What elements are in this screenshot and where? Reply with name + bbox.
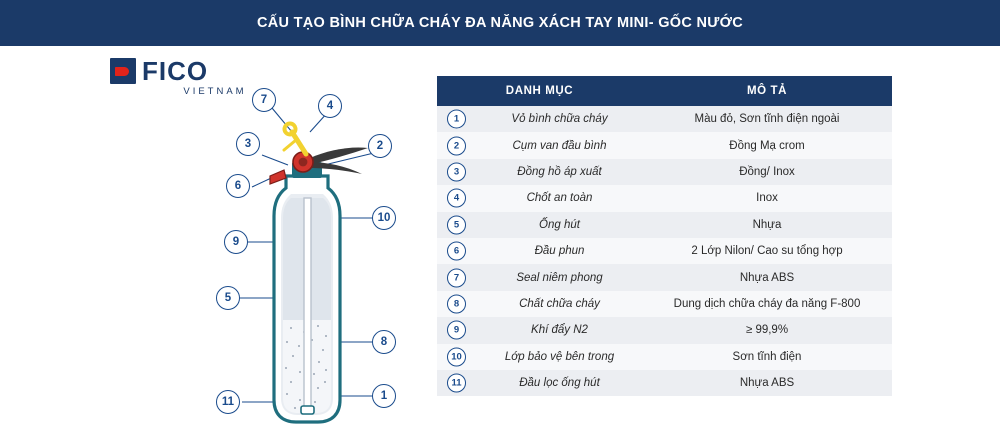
desc-cell: Đồng Mạ crom (642, 132, 892, 158)
item-cell (437, 212, 642, 238)
gauge-dial (299, 158, 308, 167)
item-label: Ống hút (539, 218, 580, 231)
desc-cell: ≥ 99,9% (642, 317, 892, 343)
item-cell (437, 185, 642, 211)
row-number-badge: 2 (447, 136, 466, 155)
table-row (437, 159, 892, 185)
row-number-badge: 10 (447, 347, 466, 366)
header-bar (0, 0, 1000, 46)
callout-6[interactable]: 6 (226, 174, 250, 198)
tamper-seal (284, 140, 296, 150)
item-label: Cụm van đầu bình (512, 139, 607, 152)
callout-8[interactable]: 8 (372, 330, 396, 354)
logo-name: FICO (142, 56, 209, 86)
callout-4[interactable]: 4 (318, 94, 342, 118)
row-number-badge: 8 (447, 294, 466, 313)
item-label: Khí đẩy N2 (531, 324, 588, 337)
row-number-badge: 4 (447, 189, 466, 208)
row-number-badge: 11 (447, 374, 466, 393)
nozzle (270, 170, 286, 184)
item-label: Seal niêm phong (516, 271, 603, 284)
desc-cell: Dung dịch chữa cháy đa năng F-800 (642, 291, 892, 317)
table-row (437, 317, 892, 343)
item-cell (437, 264, 642, 290)
desc-cell: Đồng/ Inox (642, 159, 892, 185)
column-header-desc: MÔ TẢ (642, 76, 892, 106)
row-number-badge: 6 (447, 242, 466, 261)
table-row (437, 264, 892, 290)
desc-cell: Inox (642, 185, 892, 211)
item-label: Đầu phun (534, 245, 585, 258)
desc-cell: Nhựa ABS (642, 370, 892, 396)
item-label: Lớp bảo vệ bên trong (504, 350, 615, 363)
desc-cell: 2 Lớp Nilon/ Cao su tổng hợp (642, 238, 892, 264)
desc-cell: Sơn tĩnh điện (642, 344, 892, 370)
callout-10[interactable]: 10 (372, 206, 396, 230)
extinguisher-illustration (160, 70, 440, 430)
item-label: Đồng hồ áp xuất (517, 165, 602, 178)
desc-cell: Nhựa ABS (642, 264, 892, 290)
item-cell (437, 344, 642, 370)
callout-5[interactable]: 5 (216, 286, 240, 310)
callout-3[interactable]: 3 (236, 132, 260, 156)
row-number-badge: 5 (447, 215, 466, 234)
callout-7[interactable]: 7 (252, 88, 276, 112)
table-row (437, 132, 892, 158)
table-row (437, 370, 892, 396)
table-row (437, 291, 892, 317)
item-label: Chốt an toàn (526, 192, 593, 205)
callout-9[interactable]: 9 (224, 230, 248, 254)
row-number-badge: 9 (447, 321, 466, 340)
item-cell (437, 370, 642, 396)
item-label: Đầu lọc ống hút (519, 377, 600, 390)
item-cell (437, 106, 642, 132)
item-cell (437, 291, 642, 317)
column-header-item: DANH MỤC (437, 76, 642, 106)
siphon-filter (301, 406, 314, 414)
siphon-tube (304, 198, 311, 408)
logo-subtitle: VIETNAM (183, 86, 247, 97)
page-title: CẤU TẠO BÌNH CHỮA CHÁY ĐA NĂNG XÁCH TAY MINI- GỐC NƯỚC (256, 15, 744, 31)
desc-cell: Nhựa (642, 212, 892, 238)
row-number-badge: 7 (447, 268, 466, 287)
table-row (437, 344, 892, 370)
table-row (437, 238, 892, 264)
item-cell (437, 159, 642, 185)
table-row (437, 106, 892, 132)
item-label: Chất chữa cháy (519, 297, 600, 310)
fico-f-mark-icon (110, 58, 136, 84)
table-row (437, 212, 892, 238)
callout-2[interactable]: 2 (368, 134, 392, 158)
table-header-row (437, 76, 892, 106)
item-cell (437, 132, 642, 158)
item-label: Vỏ bình chữa cháy (511, 113, 608, 126)
spec-table (437, 76, 892, 396)
row-number-badge: 3 (447, 162, 466, 181)
item-cell (437, 317, 642, 343)
extinguisher-diagram (160, 70, 440, 430)
spec-table-wrapper (437, 76, 892, 396)
callout-1[interactable]: 1 (372, 384, 396, 408)
callout-11[interactable]: 11 (216, 390, 240, 414)
row-number-badge: 1 (447, 110, 466, 129)
desc-cell: Màu đỏ, Sơn tĩnh điện ngoài (642, 106, 892, 132)
table-row (437, 185, 892, 211)
item-cell (437, 238, 642, 264)
